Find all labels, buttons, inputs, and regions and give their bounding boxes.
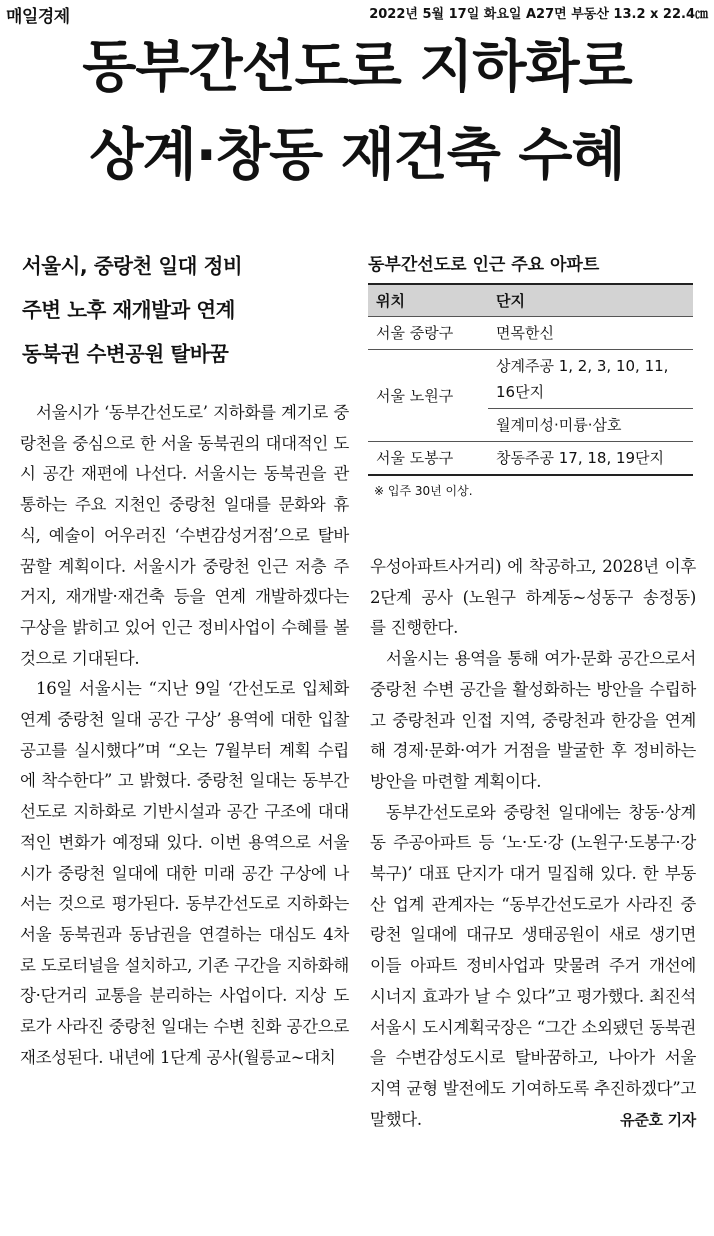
table-row <box>368 317 693 350</box>
article-column-2 <box>370 552 696 1135</box>
article-paragraph: 우성아파트사거리) 에 착공하고, 2028년 이후 2단계 공사 (노원구 하계동~성동구 송정동) 를 진행한다. <box>370 557 696 638</box>
row-location: 서울 중랑구 <box>368 317 488 350</box>
row-location: 서울 도봉구 <box>368 442 488 476</box>
row-complex: 창동주공 17, 18, 19단지 <box>488 442 693 476</box>
apartment-table-block <box>368 250 698 499</box>
table-header-row <box>368 284 693 317</box>
article-paragraph: 서울시는 용역을 통해 여가·문화 공간으로서 중랑천 수변 공간을 활성화하는 방안을 수립하고 중랑천과 인접 지역, 중랑천과 한강을 연계해 경제·문화·여가 거점을 발굴한 후 정비하는 방안을 마련할 계획이다. <box>370 649 696 791</box>
subheadline-3: 동북권 수변공원 탈바꿈 <box>22 342 229 366</box>
subheadline-2: 주변 노후 재개발과 연계 <box>22 298 235 322</box>
article-column-1 <box>20 398 349 1073</box>
headline-line-1: 동부간선도로 지하화로 <box>82 35 632 100</box>
row-location: 서울 노원구 <box>368 350 488 442</box>
header-complex: 단지 <box>488 284 693 317</box>
dateline: 2022년 5월 17일 화요일 A27면 부동산 13.2 x 22.4㎝ <box>369 7 708 22</box>
byline: 유준호 기자 <box>620 1110 696 1129</box>
row-complex: 월계미성·미륭·삼호 <box>488 409 693 442</box>
subheadline-block <box>22 244 352 376</box>
table-footnote: ※ 입주 30년 이상. <box>374 484 473 498</box>
article-paragraph: 서울시가 ‘동부간선도로’ 지하화를 계기로 중랑천을 중심으로 한 서울 동북권의 대대적인 도시 공간 재편에 나선다. 서울시는 동북권을 관통하는 주요 지천인 중랑천 일대를 문화와 휴식, 예술이 어우러진 ‘수변감성거점’으로 탈바꿈할 계획이다. 서울시가 중랑천 인근 저층 주거지, 재개발·재건축 등을 연계 개발하겠다는 구상을 밝히고 있어 인근 정비사업이 수혜를 볼 것으로 기대된다. <box>20 403 349 668</box>
article-paragraph: 16일 서울시는 “지난 9일 ‘간선도로 입체화 연계 중랑천 일대 공간 구상’ 용역에 대한 입찰 공고를 실시했다”며 “오는 7월부터 계획 수립에 착수한다” 고 밝혔다. 중랑천 일대는 동부간선도로 지하화로 기반시설과 공간 구조에 대대적인 변화가 예정돼 있다. 이번 용역으로 서울시가 중랑천 일대에 대한 미래 공간 구상에 나서는 것으로 평가된다. 동부간선도로 지하화는 서울 동북권과 동남권을 연결하는 대심도 4차로 도로터널을 설치하고, 기존 구간을 지하화해 장·단거리 교통을 분리하는 사업이다. 지상 도로가 사라진 중랑천 일대는 수변 친화 공간으로 재조성된다. 내년에 1단계 공사(월릉교~대치 <box>20 679 349 1067</box>
subheadline-1: 서울시, 중랑천 일대 정비 <box>22 254 243 278</box>
newspaper-masthead: 매일경제 <box>6 7 70 27</box>
table-row <box>368 442 693 476</box>
row-complex: 상계주공 1, 2, 3, 10, 11, 16단지 <box>488 350 693 409</box>
headline-line-2: 상계·창동 재건축 수혜 <box>89 123 625 188</box>
article-paragraph-text: 동부간선도로와 중랑천 일대에는 창동·상계동 주공아파트 등 ‘노·도·강 (노원구·도봉구·강북구)’ 대표 단지가 대거 밀집해 있다. 한 부동산 업계 관계자는 “동부간선도로가 사라진 중랑천 일대에 대규모 생태공원이 새로 생기면 이들 아파트 정비사업과 맞물려 주거 개선에 시너지 효과가 날 수 있다”고 평가했다. 최진석 서울시 도시계획국장은 “그간 소외됐던 동북권을 수변감성도시로 탈바꿈하고, 나아가 서울 지역 균형 발전에도 기여하도록 추진하겠다”고 말했다. <box>370 802 696 1129</box>
table-row <box>368 350 693 409</box>
article-paragraph <box>370 798 696 1136</box>
row-complex: 면목한신 <box>488 317 693 350</box>
table-title: 동부간선도로 인근 주요 아파트 <box>368 255 600 275</box>
apartment-table <box>368 283 693 476</box>
header-location: 위치 <box>368 284 488 317</box>
